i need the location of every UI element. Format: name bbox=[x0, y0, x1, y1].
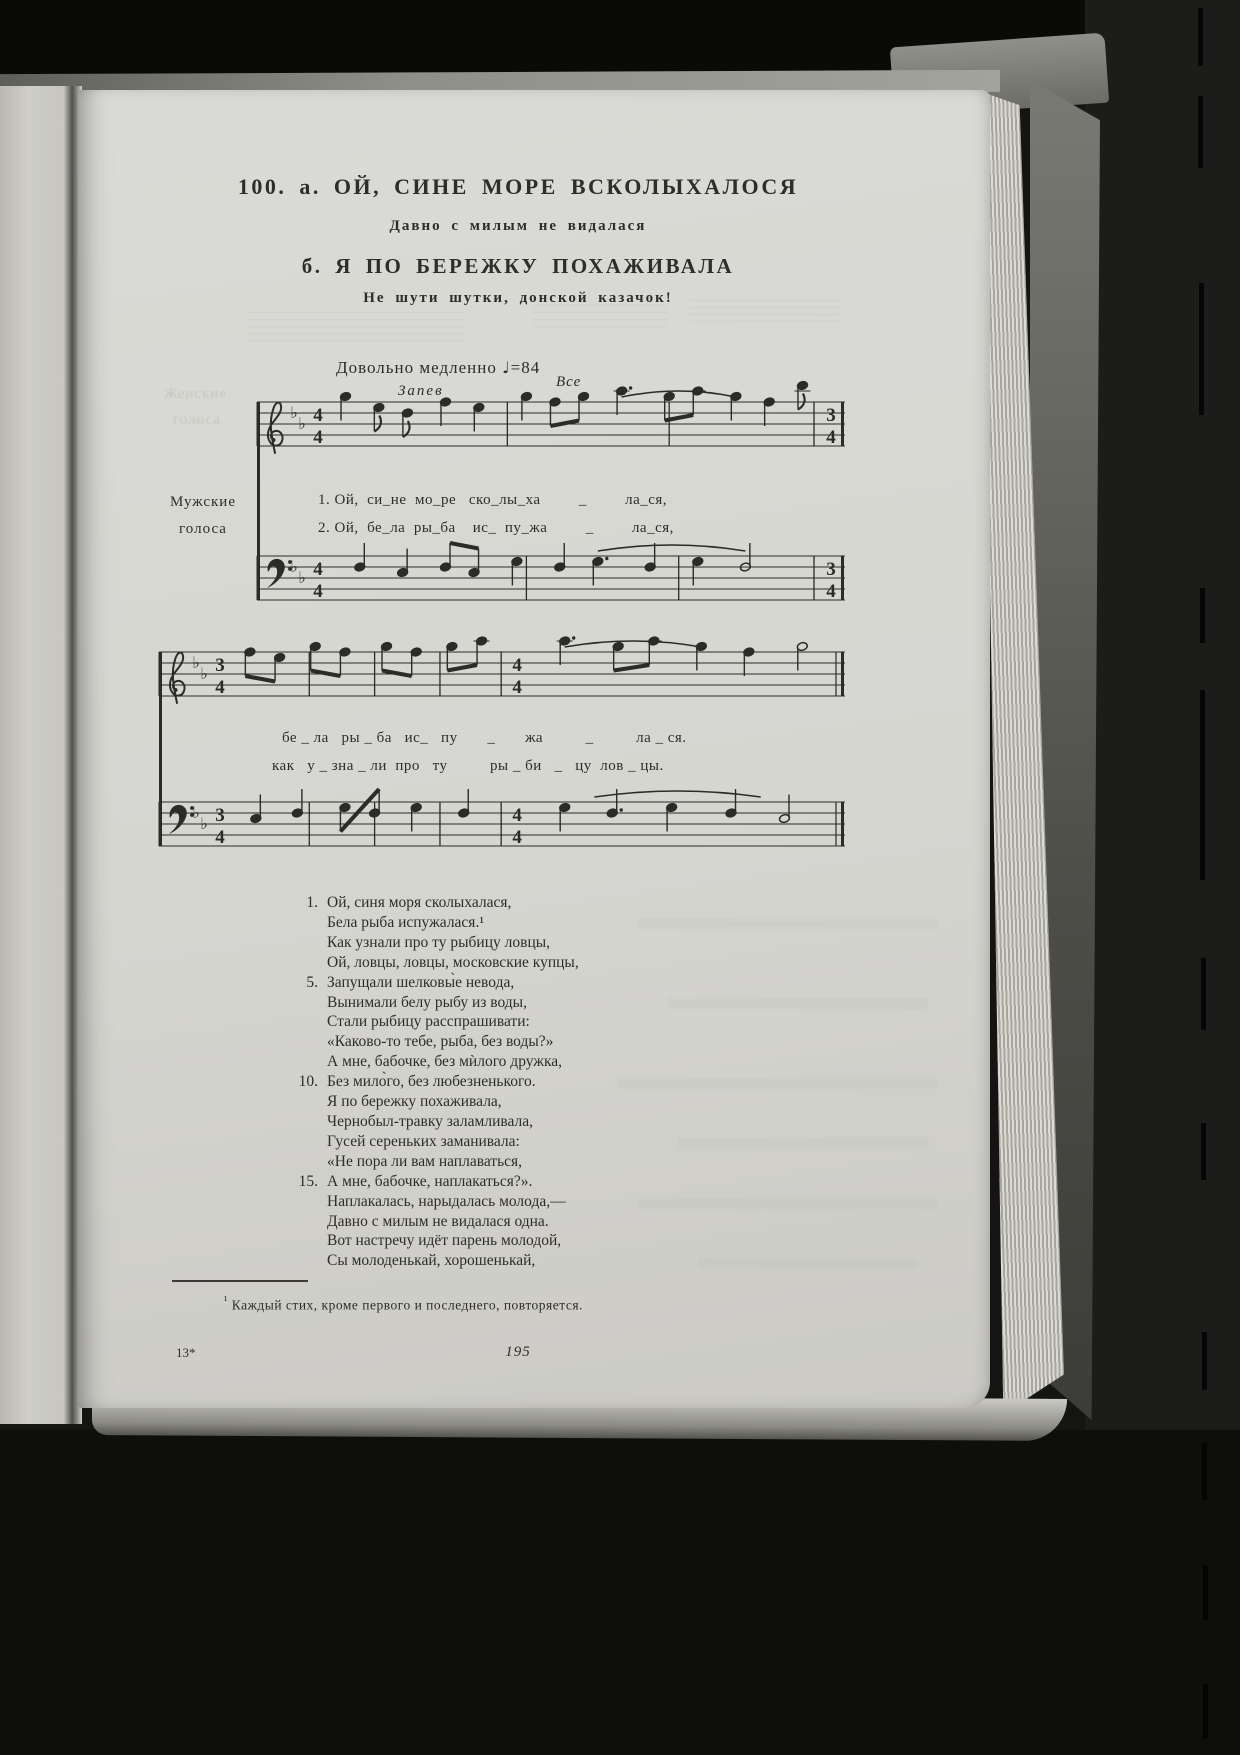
song-title-b: б. Я ПО БЕРЕЖКУ ПОХАЖИВАЛА bbox=[301, 254, 735, 278]
verse-line-text: Чернобыл-травку заламливала, bbox=[327, 1112, 534, 1130]
verse-line bbox=[276, 913, 579, 933]
binding-mark bbox=[1202, 1332, 1207, 1390]
bleedthrough-text-ghost bbox=[618, 1078, 938, 1089]
verse-line-number: 15. bbox=[298, 1172, 318, 1190]
bleedthrough-text-ghost bbox=[638, 1198, 938, 1209]
verse-line bbox=[276, 1251, 579, 1271]
binding-mark bbox=[1198, 8, 1203, 66]
song-subtitle-a: Давно с милым не видалася bbox=[389, 218, 647, 234]
binding-mark bbox=[1198, 96, 1203, 168]
verse-line-number bbox=[276, 1251, 327, 1271]
verse-line-text: Ой, ловцы, ловцы, московские купцы, bbox=[327, 953, 579, 971]
verse-line-number: 10. bbox=[298, 1073, 318, 1091]
song-subtitle-b: Не шути шутки, донской казачок! bbox=[363, 290, 673, 306]
verse-line-number bbox=[276, 933, 327, 953]
verse-line bbox=[276, 1012, 579, 1032]
svg-text:4: 4 bbox=[313, 427, 323, 448]
svg-text:3: 3 bbox=[826, 559, 836, 580]
left-page-edge bbox=[0, 86, 70, 1424]
voice-label-line1: Мужские bbox=[170, 494, 236, 510]
verse-line bbox=[276, 953, 579, 973]
verse-line-number: 1. bbox=[306, 894, 318, 911]
svg-text:♭: ♭ bbox=[290, 403, 298, 422]
verse-line-number bbox=[276, 1231, 327, 1251]
bleedthrough-staff-ghost bbox=[248, 312, 463, 342]
binding-mark bbox=[1203, 1565, 1208, 1620]
song-title-a: 100. а. ОЙ, СИНЕ МОРЕ ВСКОЛЫХАЛОСЯ bbox=[237, 174, 799, 199]
verse-line bbox=[276, 893, 579, 913]
verse-line bbox=[276, 1032, 579, 1052]
svg-text:4: 4 bbox=[313, 405, 323, 426]
verse-line bbox=[276, 1092, 579, 1112]
svg-text:4: 4 bbox=[826, 581, 836, 602]
verse-line bbox=[276, 1192, 579, 1212]
bleedthrough-staff-ghost bbox=[533, 305, 668, 331]
binding-mark bbox=[1202, 1443, 1207, 1500]
svg-text:♭: ♭ bbox=[200, 664, 208, 683]
verse-line-number bbox=[276, 1212, 327, 1232]
signature-mark: 13* bbox=[176, 1345, 196, 1360]
svg-text:♭: ♭ bbox=[298, 568, 306, 587]
vse-label: Все bbox=[556, 374, 582, 390]
svg-text:♭: ♭ bbox=[200, 814, 208, 833]
verse-line bbox=[276, 1212, 579, 1232]
verse-line-text: Стали рыбицу расспрашивати: bbox=[327, 1013, 530, 1031]
svg-text:4: 4 bbox=[313, 581, 323, 602]
music-staff-system2-bass bbox=[158, 786, 846, 864]
background-bottom bbox=[0, 1430, 1240, 1755]
verse-line-text: Ой, синя моря сколыхалася, bbox=[327, 894, 512, 911]
verse-line-text: «Каково-то тебе, рыба, без воды?» bbox=[327, 1033, 554, 1051]
bleedthrough-staff-ghost bbox=[690, 300, 840, 326]
binding-mark bbox=[1201, 1123, 1206, 1180]
verse-line-text: Наплакалась, нарыдалась молода,— bbox=[327, 1192, 566, 1210]
verse-line bbox=[276, 1072, 579, 1092]
zapev-label: Запев bbox=[398, 383, 444, 399]
svg-text:♭: ♭ bbox=[298, 414, 306, 433]
bleedthrough-text-ghost bbox=[678, 1138, 928, 1149]
verse-line bbox=[276, 1112, 579, 1132]
verse-line bbox=[276, 973, 579, 993]
verse-line bbox=[276, 1231, 579, 1251]
verse-line-text: Я по бережку похаживала, bbox=[327, 1093, 502, 1111]
svg-text:4: 4 bbox=[826, 427, 836, 448]
bleedthrough-text-ghost bbox=[638, 918, 938, 929]
verse-line-number bbox=[276, 1152, 327, 1172]
verse-line bbox=[276, 933, 579, 953]
lyrics-system2-verse2: как у _ зна _ ли про ту ры _ би _ цу лов _ цы. bbox=[272, 758, 664, 774]
bleedthrough-voice-label: голоса bbox=[173, 412, 221, 428]
verse-line bbox=[276, 1172, 579, 1192]
lyrics-system1-verse2: 2. Ой, бе_ла ры_ба ис_ пу_жа _ ла_ся, bbox=[318, 520, 674, 536]
verse-line-number: 5. bbox=[306, 973, 318, 991]
book-page bbox=[78, 90, 990, 1408]
verse-line-number bbox=[276, 1192, 327, 1212]
lyrics-system2-verse1: бе _ ла ры _ ба ис_ пу _ жа _ ла _ ся. bbox=[282, 730, 687, 746]
svg-text:3: 3 bbox=[215, 805, 225, 826]
binding-mark bbox=[1201, 958, 1206, 1030]
verse-line-number bbox=[276, 993, 327, 1013]
tempo-text: Довольно медленно bbox=[336, 358, 497, 377]
svg-text:3: 3 bbox=[826, 405, 836, 426]
verse-line-number bbox=[276, 1112, 327, 1132]
verse-line-text: Вынимали белу рыбу из воды, bbox=[327, 993, 527, 1011]
binding-mark bbox=[1199, 283, 1204, 415]
binding-mark bbox=[1200, 690, 1205, 880]
verse-line-number bbox=[276, 1092, 327, 1112]
verse-line-text: «Не пора ли вам наплаваться, bbox=[327, 1152, 523, 1170]
voice-label-line2: голоса bbox=[179, 521, 227, 537]
binding-mark bbox=[1203, 1684, 1208, 1739]
verse-line-text: А мне, бабочке, без мѝлого дружка, bbox=[327, 1053, 563, 1071]
svg-text:4: 4 bbox=[313, 559, 323, 580]
svg-text:4: 4 bbox=[512, 805, 522, 826]
svg-text:4: 4 bbox=[512, 827, 522, 848]
verse-line bbox=[276, 1152, 579, 1172]
verse-line-text: Гусей сереньких заманивала: bbox=[327, 1132, 520, 1150]
footnote-rule bbox=[172, 1280, 308, 1282]
music-staff-system2-treble bbox=[158, 636, 846, 714]
music-staff-system1-treble bbox=[256, 386, 846, 464]
footnote-text: Каждый стих, кроме первого и последнего, повторяется. bbox=[231, 1297, 583, 1313]
verse-line-number bbox=[276, 1032, 327, 1052]
svg-text:3: 3 bbox=[215, 655, 225, 676]
verse-line bbox=[276, 1132, 579, 1152]
binding-mark bbox=[1200, 588, 1205, 643]
footnote bbox=[224, 1295, 583, 1314]
page-number: 195 bbox=[505, 1344, 531, 1360]
verse-line-text: А мне, бабочке, наплакаться?». bbox=[327, 1172, 533, 1190]
verse-line-number bbox=[276, 913, 327, 933]
verse-line-number bbox=[276, 1052, 327, 1072]
verse-line-text: Без мило̀го, без любезненького. bbox=[327, 1073, 536, 1091]
verse-line-number bbox=[276, 953, 327, 973]
svg-text:4: 4 bbox=[215, 827, 225, 848]
verse-line bbox=[276, 993, 579, 1013]
svg-text:4: 4 bbox=[215, 677, 225, 698]
verse-line bbox=[276, 1052, 579, 1072]
verse-line-text: Бела рыба испужалася.¹ bbox=[327, 913, 484, 931]
lyrics-system1-verse1: 1. Ой, си_не мо_ре ско_лы_ха _ ла_ся, bbox=[318, 492, 668, 508]
quarter-note-icon: ♩ bbox=[502, 358, 511, 377]
svg-text:4: 4 bbox=[512, 655, 522, 676]
footnote-marker: ¹ bbox=[224, 1295, 228, 1307]
verse-line-text: Давно с милым не видалася одна. bbox=[327, 1212, 549, 1230]
verse-line-text: Вот настречу идёт парень молодой, bbox=[327, 1232, 562, 1250]
music-staff-system1-bass bbox=[256, 540, 846, 618]
verse-text-block bbox=[276, 893, 579, 1271]
verse-line-number bbox=[276, 1012, 327, 1032]
verse-line-text: Запущали шелковы̀е невода, bbox=[327, 973, 515, 991]
bleedthrough-text-ghost bbox=[698, 1258, 918, 1269]
verse-line-number bbox=[276, 1132, 327, 1152]
bleedthrough-text-ghost bbox=[668, 998, 928, 1009]
verse-line-text: Как узнали про ту рыбицу ловцы, bbox=[327, 933, 551, 951]
svg-text:♭: ♭ bbox=[192, 803, 200, 822]
bleedthrough-voice-label: Женские bbox=[164, 386, 227, 402]
tempo-marking bbox=[336, 358, 540, 378]
svg-text:4: 4 bbox=[512, 677, 522, 698]
tempo-value: =84 bbox=[510, 358, 541, 377]
verse-line-text: Сы молоденькай, хорошенькай, bbox=[327, 1252, 536, 1270]
svg-text:♭: ♭ bbox=[290, 557, 298, 576]
svg-text:♭: ♭ bbox=[192, 653, 200, 672]
